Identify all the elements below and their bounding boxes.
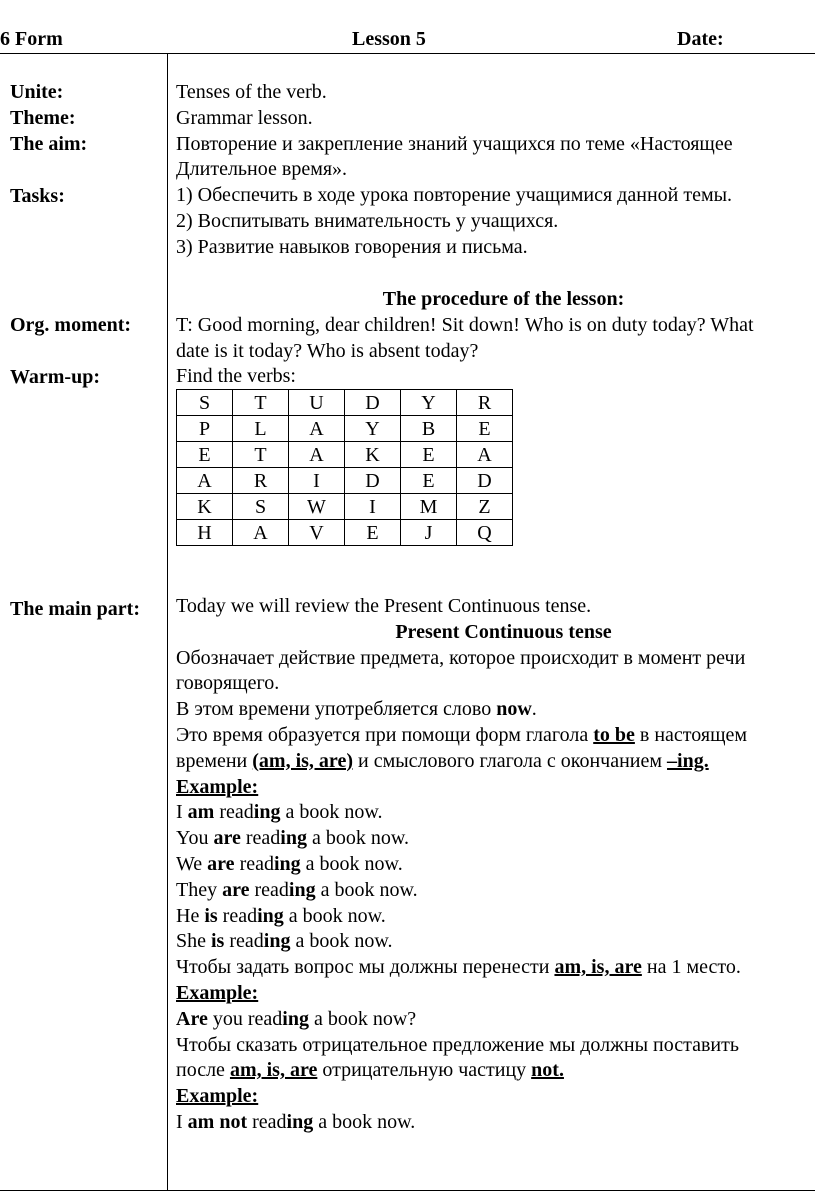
grid-row <box>177 494 513 520</box>
grid-cell: W <box>289 494 345 520</box>
label-theme: Theme: <box>10 107 76 129</box>
grid-cell: P <box>177 416 233 442</box>
definition-1: Обозначает действие предмета, которое происходит в момент речи <box>176 646 746 669</box>
task-3: 3) Развитие навыков говорения и письма. <box>176 235 528 258</box>
main-part-block <box>176 594 816 1136</box>
formation-rule-1: Это время образуется при помощи форм глагола to be в настоящем <box>176 723 748 746</box>
label-unite: Unite: <box>10 81 64 103</box>
grid-cell: E <box>401 442 457 468</box>
grid-cell: T <box>233 442 289 468</box>
grid-row <box>177 468 513 494</box>
page-header <box>0 27 816 53</box>
word-search-grid <box>176 389 513 546</box>
info-block <box>176 80 816 261</box>
grid-cell: E <box>457 416 513 442</box>
org-text-2: date is it today? Who is absent today? <box>176 339 479 362</box>
grid-cell: S <box>233 494 289 520</box>
example-sentence: We are reading a book now. <box>176 852 403 875</box>
main-title: Present Continuous tense <box>395 620 612 643</box>
grid-cell: B <box>401 416 457 442</box>
grid-cell: D <box>457 468 513 494</box>
grid-cell: Z <box>457 494 513 520</box>
grid-row <box>177 520 513 546</box>
procedure-heading: The procedure of the lesson: <box>382 288 625 310</box>
grid-cell: A <box>289 416 345 442</box>
question-rule: Чтобы задать вопрос мы должны перенести am, is, are на 1 место. <box>176 956 741 979</box>
definition-2: говорящего. <box>176 672 280 695</box>
grid-cell: H <box>177 520 233 546</box>
label-aim: The aim: <box>10 133 88 155</box>
grid-cell: M <box>401 494 457 520</box>
grid-cell: J <box>401 520 457 546</box>
grid-row <box>177 390 513 416</box>
grid-cell: V <box>289 520 345 546</box>
label-main-part: The main part: <box>10 598 140 620</box>
example-sentence: You are reading a book now. <box>176 827 409 850</box>
grid-cell: R <box>233 468 289 494</box>
example-sentence: She is reading a book now. <box>176 930 393 953</box>
warmup-text: Find the verbs: <box>176 365 296 388</box>
formation-rule-2: времени (am, is, are) и смыслового глагола с окончанием –ing. <box>176 749 709 772</box>
label-tasks: Tasks: <box>10 185 65 207</box>
grid-cell: E <box>345 520 401 546</box>
theme-text: Grammar lesson. <box>176 106 313 129</box>
aim-text-1: Повторение и закрепление знаний учащихся по теме «Настоящее <box>176 132 733 155</box>
column-divider <box>167 53 168 1190</box>
grid-cell: A <box>289 442 345 468</box>
grid-cell: A <box>457 442 513 468</box>
task-2: 2) Воспитывать внимательность у учащихся. <box>176 209 559 232</box>
grid-cell: Q <box>457 520 513 546</box>
lesson-label: Lesson 5 <box>352 28 426 50</box>
negative-rule-2: после am, is, are отрицательную частицу not. <box>176 1059 564 1082</box>
now-rule: В этом времени употребляется слово now. <box>176 698 537 721</box>
grid-cell: A <box>177 468 233 494</box>
grid-cell: K <box>345 442 401 468</box>
grid-cell: E <box>401 468 457 494</box>
org-text-1: T: Good morning, dear children! Sit down! Who is on duty today? What <box>176 313 754 336</box>
question-example: Are you reading a book now? <box>176 1007 417 1030</box>
procedure-block <box>176 287 816 390</box>
task-1: 1) Обеспечить в ходе урока повторение учащимися данной темы. <box>176 184 733 207</box>
grid-cell: L <box>233 416 289 442</box>
grid-cell: Y <box>345 416 401 442</box>
grid-cell: A <box>233 520 289 546</box>
example-list <box>176 800 816 955</box>
aim-text-2: Длительное время». <box>176 158 348 181</box>
grid-cell: T <box>233 390 289 416</box>
unite-text: Tenses of the verb. <box>176 81 327 103</box>
example-sentence: He is reading a book now. <box>176 904 386 927</box>
negative-rule-1: Чтобы сказать отрицательное предложение мы должны поставить <box>176 1033 739 1056</box>
grid-cell: D <box>345 468 401 494</box>
grid-cell: D <box>345 390 401 416</box>
label-warm-up: Warm-up: <box>10 366 100 388</box>
grid-cell: R <box>457 390 513 416</box>
example-sentence: I am reading a book now. <box>176 801 383 824</box>
grid-cell: I <box>289 468 345 494</box>
form-label: 6 Form <box>0 28 63 50</box>
grid-cell: U <box>289 390 345 416</box>
grid-cell: K <box>177 494 233 520</box>
main-intro: Today we will review the Present Continuous tense. <box>176 595 592 617</box>
example-sentence: They are reading a book now. <box>176 878 418 901</box>
grid-row <box>177 442 513 468</box>
example-label: Example: <box>176 981 259 1004</box>
example-label: Example: <box>176 1085 259 1108</box>
grid-cell: I <box>345 494 401 520</box>
label-org-moment: Org. moment: <box>10 314 132 336</box>
negative-example: I am not reading a book now. <box>176 1110 416 1133</box>
grid-cell: E <box>177 442 233 468</box>
example-label: Example: <box>176 775 259 798</box>
grid-cell: Y <box>401 390 457 416</box>
grid-row <box>177 416 513 442</box>
grid-cell: S <box>177 390 233 416</box>
date-label: Date: <box>677 28 724 50</box>
